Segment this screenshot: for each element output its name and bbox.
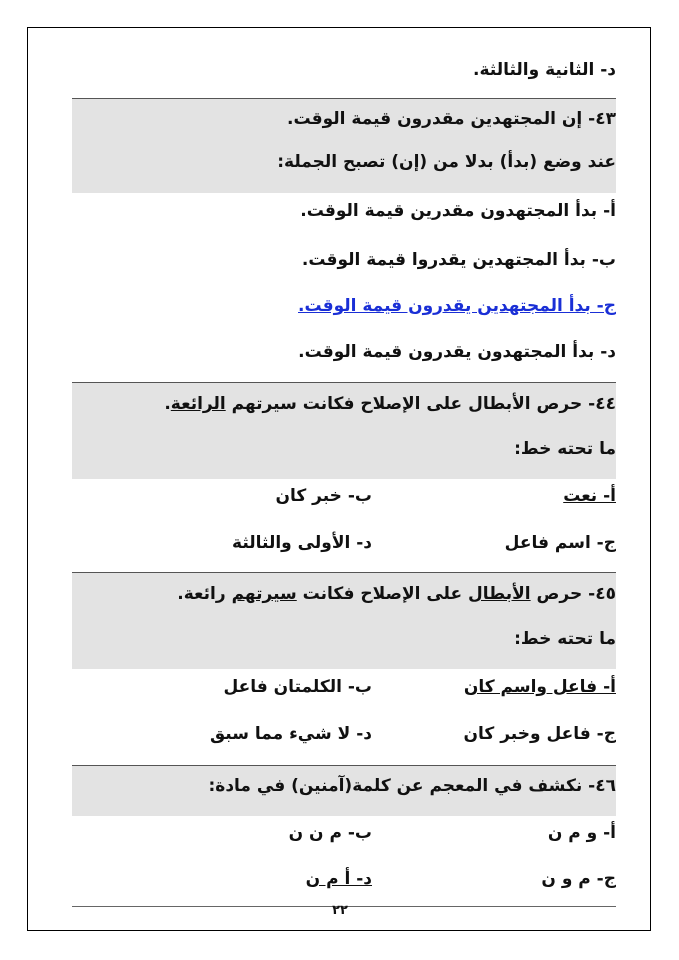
question-45-option-a-correct: أ- فاعل واسم كان	[463, 677, 616, 697]
question-43-number: ٤٣-	[588, 109, 616, 129]
question-43-option-d: د- بدأ المجتهدون يقدرون قيمة الوقت.	[298, 342, 616, 362]
question-45-word-3: رائعة.	[177, 584, 226, 604]
question-45-option-d: د- لا شيء مما سبق	[209, 724, 372, 744]
question-46-text	[72, 774, 616, 798]
question-44-option-b: ب- خبر كان	[275, 486, 372, 506]
question-43-option-b: ب- بدأ المجتهدين يقدروا قيمة الوقت.	[301, 250, 616, 270]
question-44-period: .	[164, 394, 171, 414]
question-46-option-b: ب- م ن ن	[288, 823, 372, 843]
question-44-stem: حرص الأبطال على الإصلاح فكانت سيرتهم	[231, 394, 583, 414]
question-45-instruction: ما تحته خط:	[514, 629, 616, 649]
question-46-number: ٤٦-	[588, 776, 616, 796]
question-44-option-a-correct: أ- نعت	[563, 486, 616, 506]
question-44-option-d: د- الأولى والثالثة	[232, 533, 372, 553]
question-43-option-c-correct: ج- بدأ المجتهدين يقدرون قيمة الوقت.	[298, 296, 616, 316]
question-45-option-c: ج- فاعل وخبر كان	[463, 724, 616, 744]
question-44-text	[72, 392, 616, 416]
page-number: ٢٢	[332, 903, 348, 918]
question-43-stem: إن المجتهدين مقدرون قيمة الوقت.	[287, 109, 583, 129]
question-45-underlined-word-1: الأبطال	[468, 584, 531, 604]
question-44-instruction: ما تحته خط:	[514, 439, 616, 459]
question-44-option-c: ج- اسم فاعل	[504, 533, 616, 553]
question-46-option-c: ج- م و ن	[541, 869, 616, 889]
question-46-option-a: أ- و م ن	[547, 823, 616, 843]
prev-question-option-d: د- الثانية والثالثة.	[473, 60, 616, 80]
question-45-word-2: على الإصلاح فكانت	[302, 584, 463, 604]
question-43-text	[72, 107, 616, 131]
question-43-instruction: عند وضع (بدأ) بدلا من (إن) تصبح الجملة:	[277, 152, 616, 172]
question-44-underlined-word: الرائعة	[170, 394, 226, 414]
question-46-option-d-correct: د- أ م ن	[305, 869, 372, 889]
question-46-stem: نكشف في المعجم عن كلمة(آمنين) في مادة:	[208, 776, 583, 796]
question-45-number: ٤٥-	[588, 584, 616, 604]
question-45-underlined-word-2: سيرتهم	[231, 584, 297, 604]
question-45-option-b: ب- الكلمتان فاعل	[223, 677, 372, 697]
question-43-option-a: أ- بدأ المجتهدون مقدرين قيمة الوقت.	[300, 201, 616, 221]
question-45-word-1: حرص	[536, 584, 583, 604]
question-45-text	[72, 582, 616, 606]
question-44-number: ٤٤-	[588, 394, 616, 414]
